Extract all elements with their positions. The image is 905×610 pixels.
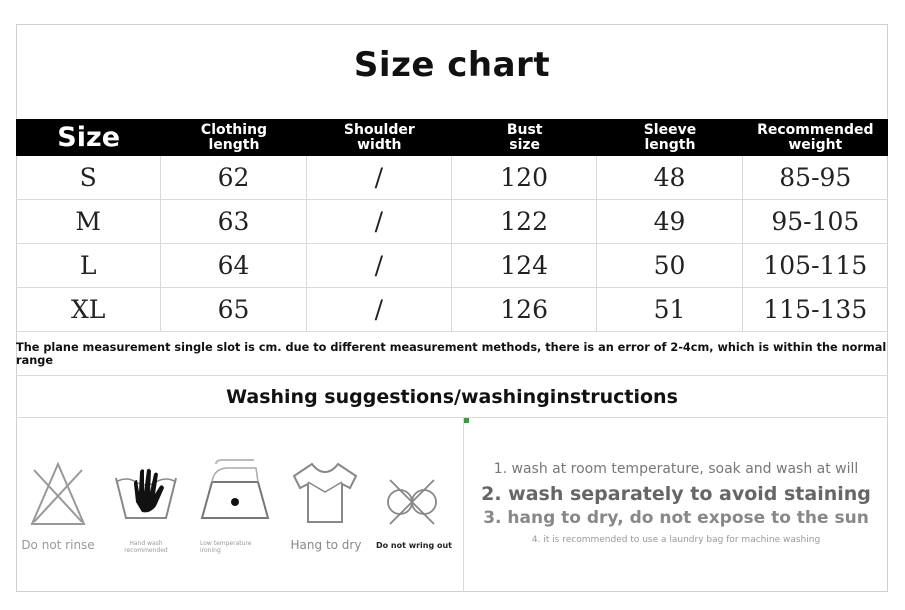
table-row [16, 200, 888, 244]
table-cell: 51 [597, 288, 742, 331]
table-cell: 115-135 [763, 295, 868, 324]
do-not-rinse-icon [28, 460, 88, 528]
header-line1: Shoulder [343, 121, 415, 138]
table-row [16, 288, 888, 332]
table-cell: S [16, 156, 161, 199]
header-recommended-weight [743, 119, 888, 156]
table-header [16, 119, 888, 156]
instruction-1: 1. wash at room temperature, soak and wash at will [493, 461, 859, 477]
table-cell: / [307, 200, 452, 243]
header-size-label: Size [57, 121, 121, 153]
header-line1: Sleeve [643, 121, 697, 138]
section-divider [463, 418, 464, 592]
instruction-4: 4. it is recommended to use a laundry bag for machine washing [531, 535, 821, 545]
table-cell: / [307, 288, 452, 331]
header-line2: length [208, 136, 260, 153]
table-row [16, 156, 888, 200]
marker-dot [464, 418, 469, 423]
table-cell: XL [16, 288, 161, 331]
do-not-rinse-label: Do not rinse [21, 538, 95, 552]
table-cell: 65 [161, 288, 306, 331]
hang-to-dry-label: Hang to dry [290, 538, 362, 552]
hand-wash-label-line2: recommended [124, 547, 168, 554]
ironing-label-line1: Low temperature [200, 540, 252, 547]
header-line2: weight [788, 136, 843, 153]
table-cell: L [16, 244, 161, 287]
header-line1: Clothing [200, 121, 268, 138]
size-table [16, 156, 888, 332]
table-cell: 48 [597, 156, 742, 199]
table-cell: 63 [161, 200, 306, 243]
table-row [16, 244, 888, 288]
header-line1: Recommended [757, 121, 874, 138]
measurement-note: The plane measurement single slot is cm. due to different measurement methods, there is an error of 2-4cm, which is within the normal range [16, 332, 888, 376]
table-cell: 64 [161, 244, 306, 287]
table-cell: 120 [452, 156, 597, 199]
header-line2: length [644, 136, 696, 153]
do-not-wring-out-icon [384, 474, 440, 530]
hang-to-dry-icon [290, 460, 360, 526]
table-cell: 122 [452, 200, 597, 243]
table-cell: M [16, 200, 161, 243]
table-cell: 85-95 [779, 163, 852, 192]
instruction-2: 2. wash separately to avoid staining [481, 483, 871, 505]
washing-title: Washing suggestions/washinginstructions [16, 376, 888, 418]
header-bust-size [452, 119, 597, 156]
low-temperature-ironing-icon [198, 456, 272, 522]
header-shoulder-width [307, 119, 452, 156]
table-cell: / [307, 156, 452, 199]
do-not-wring-out-label: Do not wring out [375, 541, 453, 550]
instruction-3: 3. hang to dry, do not expose to the sun [483, 508, 869, 528]
header-line2: size [509, 136, 541, 153]
hand-wash-label [110, 540, 182, 554]
table-cell: 62 [161, 156, 306, 199]
hand-wash-label-line1: Hand wash [129, 540, 163, 547]
header-clothing-length [161, 119, 306, 156]
table-cell: 95-105 [771, 207, 860, 236]
table-cell: 49 [597, 200, 742, 243]
header-size [16, 119, 161, 156]
header-line1: Bust [506, 121, 543, 138]
low-temperature-ironing-label [200, 540, 276, 554]
page-title: Size chart [353, 45, 551, 85]
table-cell: / [307, 244, 452, 287]
table-cell: 126 [452, 288, 597, 331]
header-line2: width [357, 136, 402, 153]
hand-wash-icon [112, 462, 180, 524]
table-cell: 50 [597, 244, 742, 287]
ironing-label-line2: ironing [200, 547, 221, 554]
header-sleeve-length [597, 119, 742, 156]
table-cell: 105-115 [763, 251, 868, 280]
table-cell: 124 [452, 244, 597, 287]
